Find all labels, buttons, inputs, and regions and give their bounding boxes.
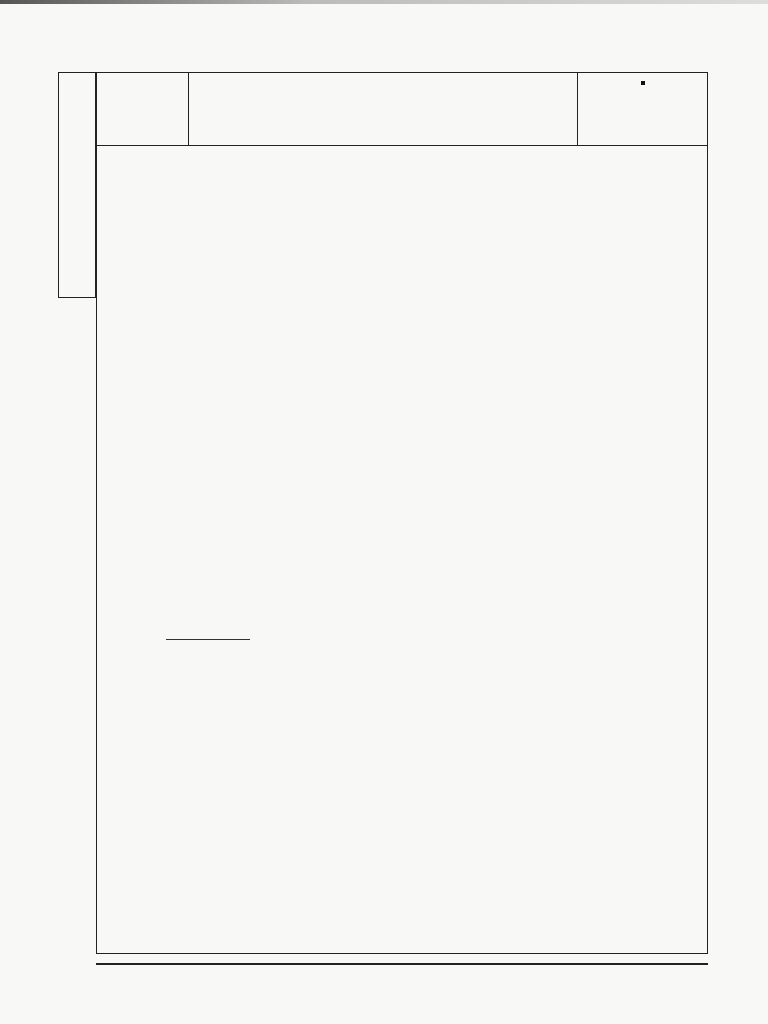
scope-heading <box>166 266 173 280</box>
other-standards-heading <box>166 481 173 495</box>
footnote-rule <box>166 639 250 640</box>
footnote <box>166 649 169 665</box>
footer-rule <box>96 963 708 965</box>
din-logo <box>641 81 645 85</box>
din-cell <box>578 72 708 146</box>
scan-edge <box>0 0 768 4</box>
title-cell <box>188 72 578 146</box>
page-frame <box>96 72 708 954</box>
disclaimer-box <box>58 72 96 298</box>
